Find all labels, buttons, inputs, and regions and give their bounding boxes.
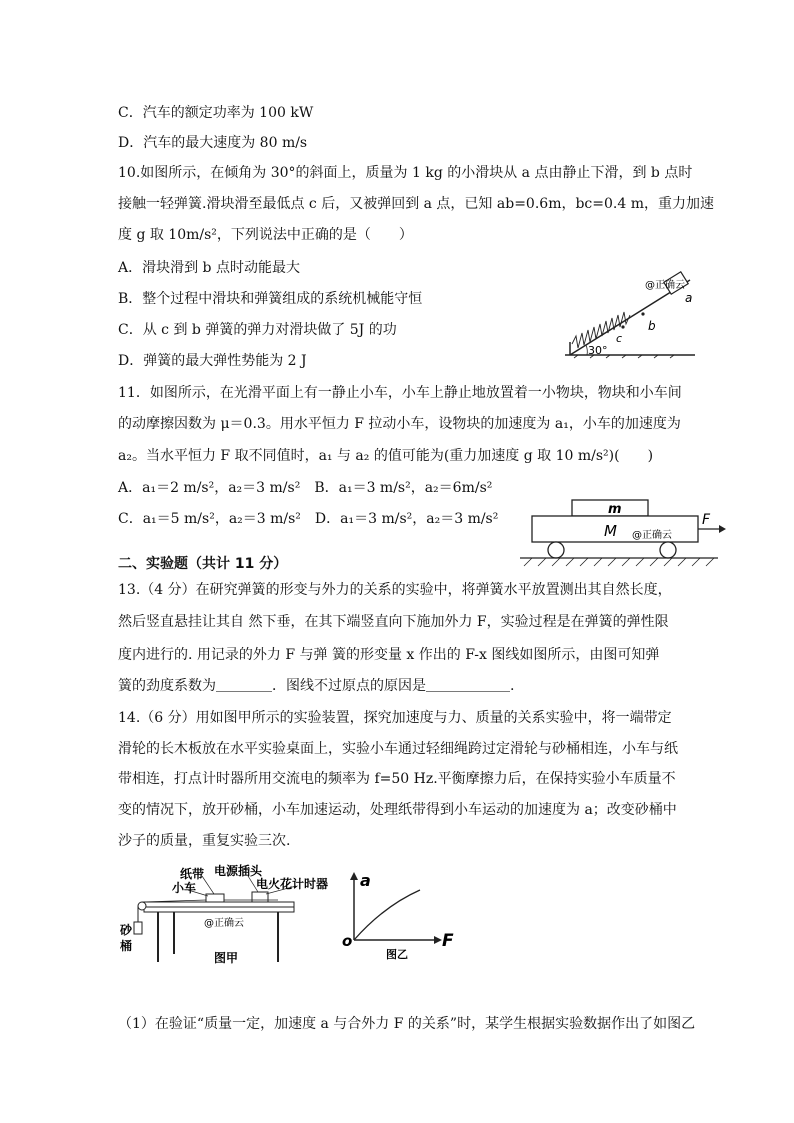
question-14-line4: 变的情况下，放开砂桶，小车加速运动，处理纸带得到小车运动的加速度为 a；改变砂桶中	[118, 802, 677, 818]
label-car: 小车	[172, 881, 197, 895]
option-b-q10: B．整个过程中滑块和弹簧组成的系统机械能守恒	[118, 291, 423, 307]
watermark: @正确云	[632, 530, 672, 541]
label-big-m: M	[604, 522, 617, 540]
label-bucket-2: 桶	[120, 939, 133, 953]
question-10-line1: 10.如图所示，在倾角为 30°的斜面上，质量为 1 kg 的小滑块从 a 点由静止下滑，到 b 点时	[118, 165, 693, 181]
label-tape: 纸带	[180, 867, 205, 881]
axis-label-f: F	[442, 931, 454, 951]
axis-origin: o	[342, 932, 353, 950]
question-10-line3: 度 g 取 10m/s²，下列说法中正确的是（ ）	[118, 227, 413, 243]
axis-label-a: a	[360, 871, 371, 890]
option-c-q10: C．从 c 到 b 弹簧的弹力对滑块做了 5J 的功	[118, 322, 397, 338]
label-angle: 30°	[588, 344, 608, 357]
figure-apparatus	[118, 862, 340, 972]
question-13-line2: 然后竖直悬挂让其自 然下垂，在其下端竖直向下施加外力 F，实验过程是在弹簧的弹性限	[118, 614, 669, 630]
question-11-line2: 的动摩擦因数为 μ＝0.3。用水平恒力 F 拉动小车，设物块的加速度为 a₁，小车的加速度为	[118, 416, 681, 432]
question-14-line1: 14.（6 分）用如图甲所示的实验装置，探究加速度与力、质量的关系实验中，将一端带定	[118, 710, 672, 726]
question-13-line4: 簧的劲度系数为＿＿＿＿．图线不过原点的原因是＿＿＿＿＿＿.	[118, 678, 515, 694]
question-14-line5: 沙子的质量，重复实验三次.	[118, 833, 291, 849]
watermark: @正确云	[204, 918, 244, 929]
question-14-line3: 带相连，打点计时器所用交流电的频率为 f=50 Hz.平衡摩擦力后，在保持实验小车质量不	[118, 771, 676, 787]
figure-incline-spring	[560, 262, 700, 362]
option-cd-q11: C．a₁＝5 m/s²，a₂＝3 m/s² D．a₁＝3 m/s²，a₂＝3 m/s²	[118, 511, 499, 527]
label-bucket-1: 砂	[120, 923, 133, 937]
caption-yi: 图乙	[386, 948, 408, 961]
option-ab-q11: A．a₁＝2 m/s²，a₂＝3 m/s² B．a₁＝3 m/s²，a₂＝6m/s²	[118, 480, 493, 496]
label-m: m	[608, 502, 622, 517]
figure-cart-block	[520, 496, 730, 570]
option-d-q10: D．弹簧的最大弹性势能为 2 J	[118, 353, 307, 369]
watermark: @正确云	[645, 280, 685, 291]
question-10-line2: 接触一轻弹簧.滑块滑至最低点 c 后，又被弹回到 a 点，已知 ab=0.6m，bc=0.4 m，重力加速	[118, 196, 714, 212]
label-a: a	[685, 291, 693, 305]
label-force: F	[702, 512, 711, 528]
label-plug: 电源插头	[214, 864, 263, 878]
question-14-line2: 滑轮的长木板放在水平实验桌面上，实验小车通过轻细绳跨过定滑轮与砂桶相连，小车与纸	[118, 741, 678, 757]
figure-a-f-graph	[340, 866, 460, 966]
question-13-line3: 度内进行的. 用记录的外力 F 与弹 簧的形变量 x 作出的 F-x 图线如图所示，由图可知弹	[118, 647, 660, 663]
option-c-q9: C．汽车的额定功率为 100 kW	[118, 105, 314, 121]
question-11-line1: 11．如图所示，在光滑平面上有一静止小车，小车上静止地放置着一小物块，物块和小车间	[118, 385, 682, 401]
section-heading: 二、实验题（共计 11 分）	[118, 556, 288, 572]
option-d-q9: D．汽车的最大速度为 80 m/s	[118, 135, 308, 151]
label-c: c	[616, 332, 623, 345]
question-13-line1: 13.（4 分）在研究弹簧的形变与外力的关系的实验中，将弹簧水平放置测出其自然长度，	[118, 582, 672, 598]
label-b: b	[648, 319, 656, 333]
label-timer: 电火花计时器	[256, 877, 329, 891]
question-11-line3: a₂。当水平恒力 F 取不同值时，a₁ 与 a₂ 的值可能为(重力加速度 g 取 10 m/s²)( )	[118, 448, 654, 464]
question-14-sub1: （1）在验证“质量一定，加速度 a 与合外力 F 的关系”时，某学生根据实验数据作出了如图乙	[118, 1016, 696, 1032]
option-a-q10: A．滑块滑到 b 点时动能最大	[118, 260, 300, 276]
caption-jia: 图甲	[214, 951, 239, 965]
